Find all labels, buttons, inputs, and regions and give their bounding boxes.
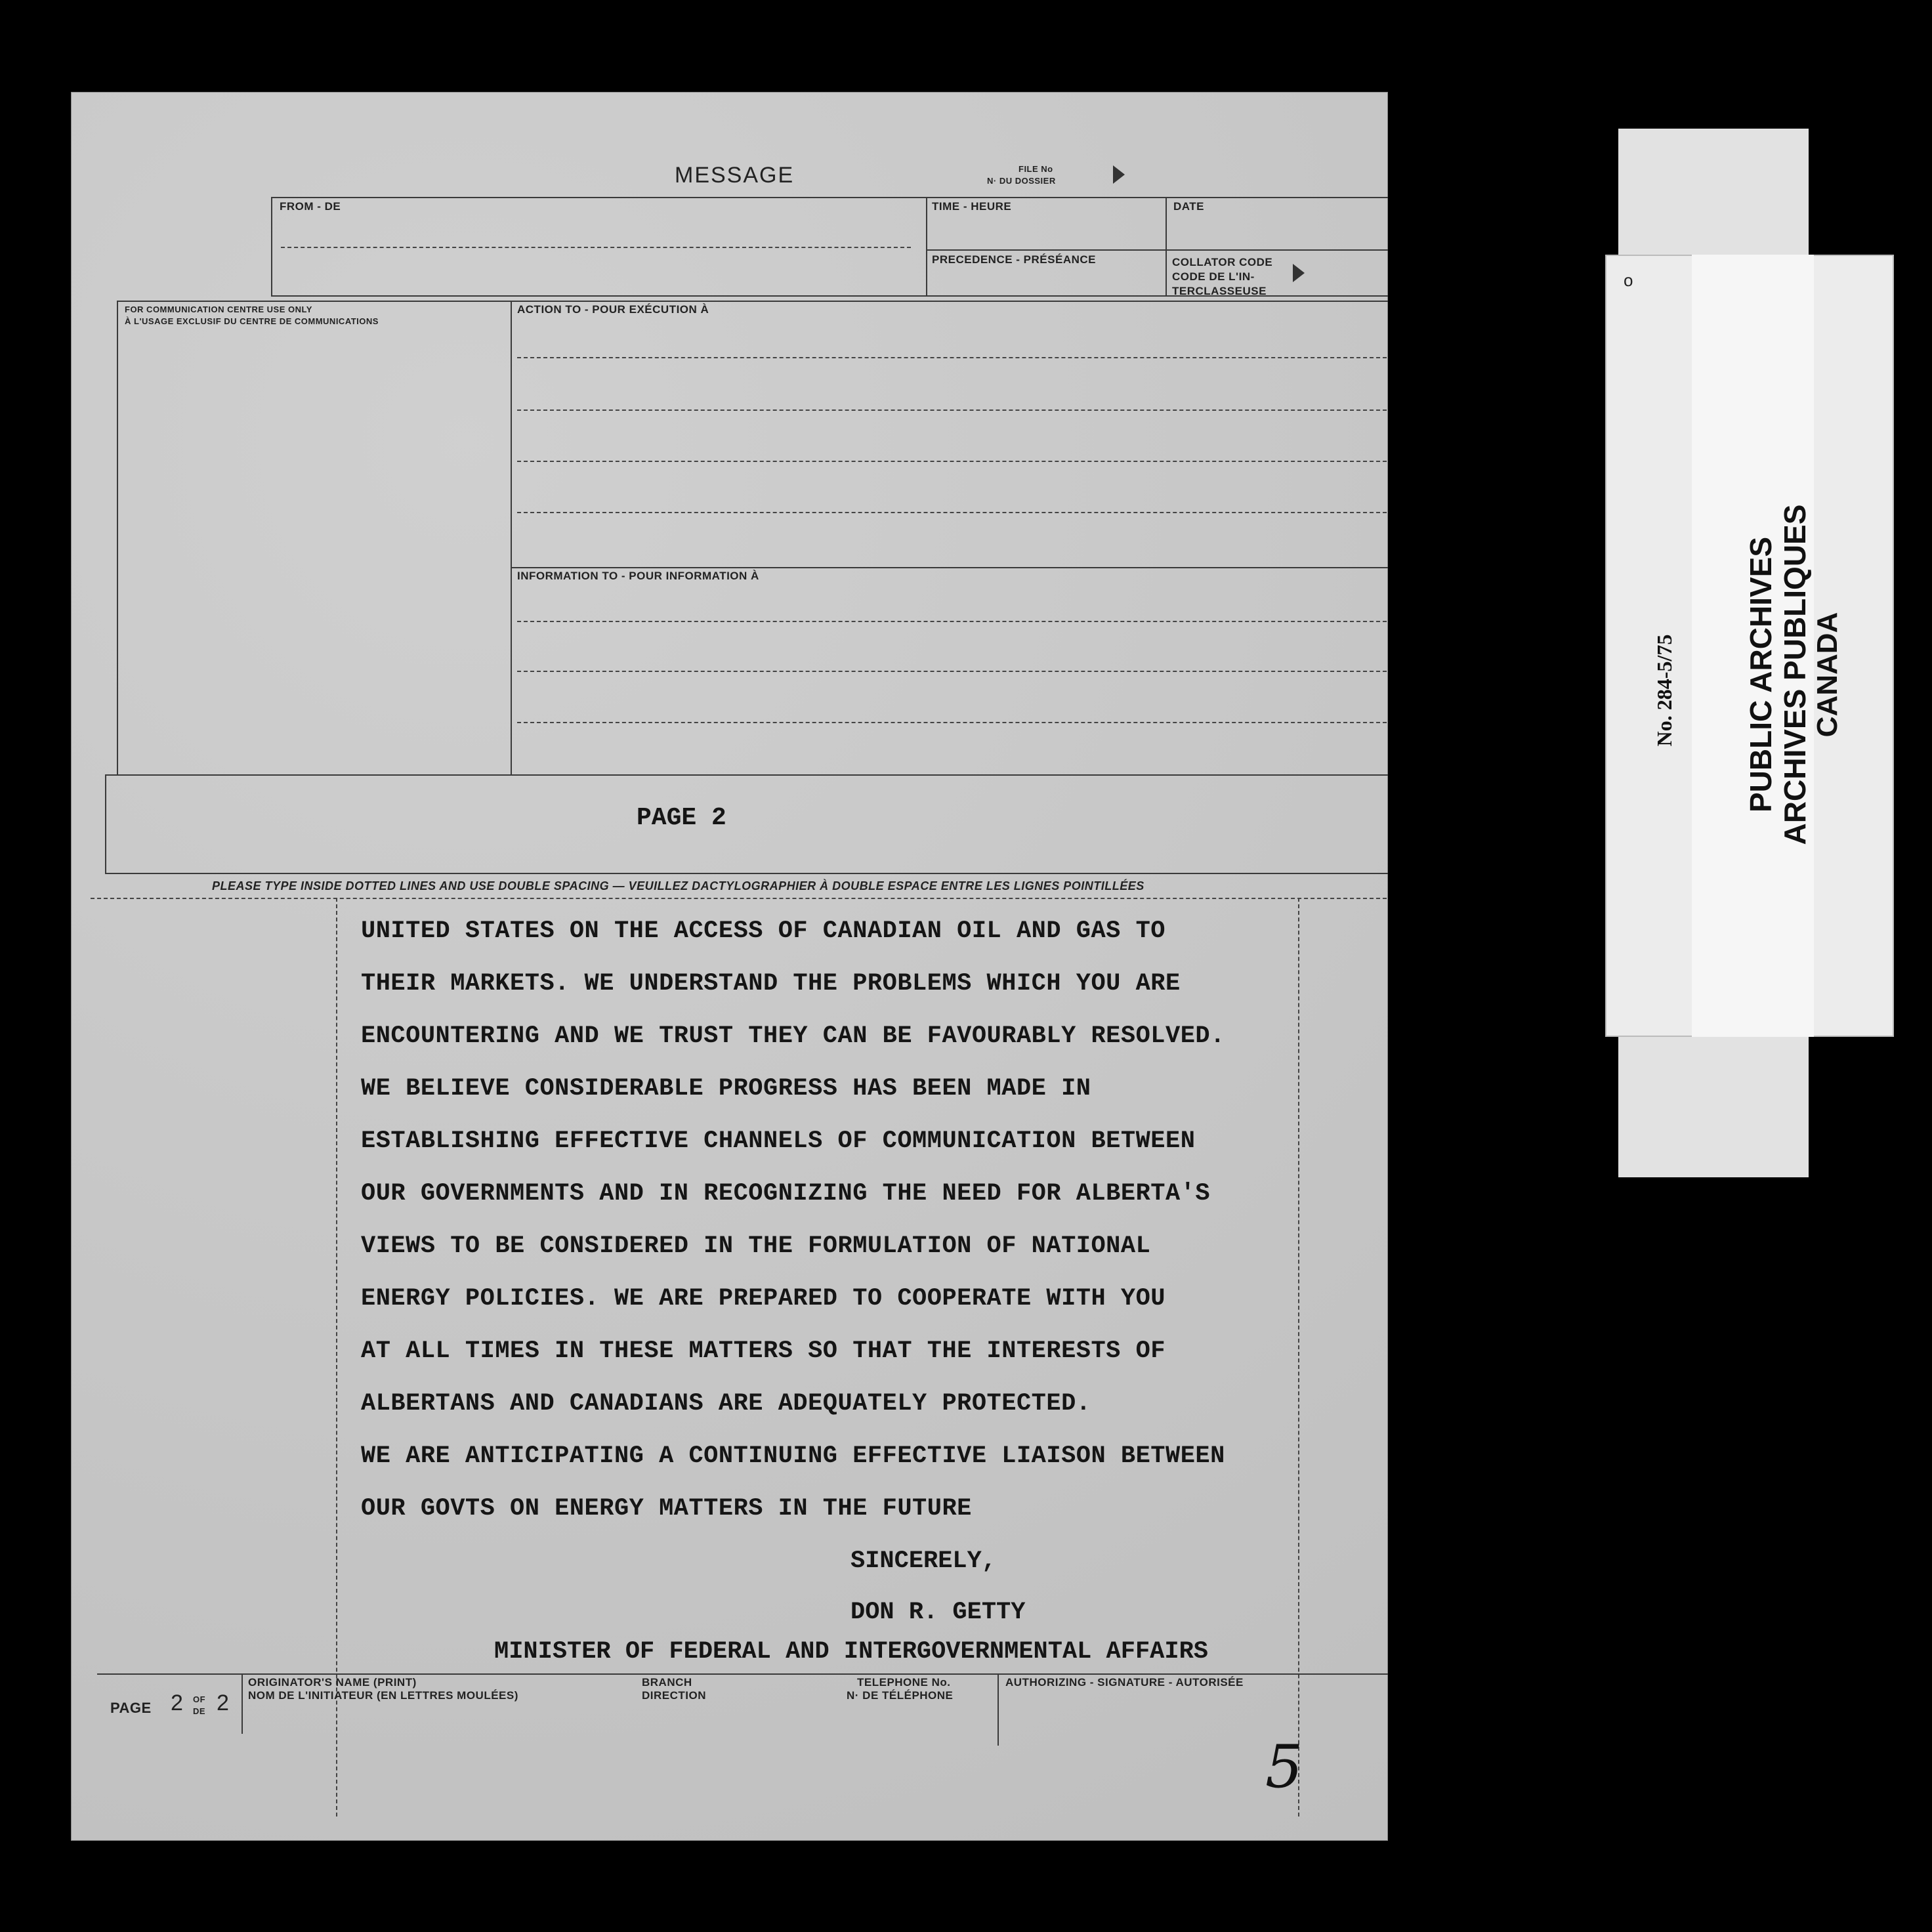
closing: SINCERELY,: [850, 1547, 997, 1575]
archive-label-country: CANADA: [1811, 612, 1843, 738]
comm-centre-label-fr: À L'USAGE EXCLUSIF DU CENTRE DE COMMUNICATIONS: [125, 316, 379, 326]
body-line: THEIR MARKETS. WE UNDERSTAND THE PROBLEMS WHICH YOU ARE: [361, 970, 1181, 998]
footer-page-label: PAGE: [110, 1700, 152, 1716]
file-no-label-fr: N· DU DOSSIER: [987, 176, 1056, 186]
signer-title: MINISTER OF FEDERAL AND INTERGOVERNMENTAL AFFAIRS: [494, 1638, 1208, 1666]
branch-label: BRANCH: [642, 1676, 692, 1689]
date-label: DATE: [1173, 200, 1205, 213]
body-line: OUR GOVERNMENTS AND IN RECOGNIZING THE NEED FOR ALBERTA'S: [361, 1180, 1211, 1208]
branch-label-fr: DIRECTION: [642, 1689, 706, 1702]
action-to-label: ACTION TO - POUR EXÉCUTION À: [517, 303, 709, 316]
body-line: VIEWS TO BE CONSIDERED IN THE FORMULATION OF NATIONAL: [361, 1232, 1151, 1260]
page-box-label: PAGE 2: [637, 804, 726, 832]
footer-page-total: 2: [217, 1690, 230, 1715]
authorizing-signature-label: AUTHORIZING - SIGNATURE - AUTORISÉE: [1005, 1676, 1244, 1689]
time-label: TIME - HEURE: [932, 200, 1012, 213]
archive-label-fr: ARCHIVES PUBLIQUES: [1778, 504, 1812, 845]
telephone-label: TELEPHONE No.: [857, 1676, 951, 1689]
collator-code-label-fr: CODE DE L'IN-: [1172, 270, 1255, 283]
body-line: AT ALL TIMES IN THESE MATTERS SO THAT THE INTERESTS OF: [361, 1337, 1166, 1365]
handwritten-page-number: 5: [1265, 1732, 1303, 1801]
body-line: ALBERTANS AND CANADIANS ARE ADEQUATELY PROTECTED.: [361, 1390, 1091, 1418]
signer-name: DON R. GETTY: [850, 1599, 1026, 1626]
file-no-label: FILE No: [1018, 164, 1053, 174]
footer-de-label: DE: [193, 1706, 206, 1716]
collator-arrow-icon: [1293, 264, 1305, 282]
comm-centre-label: FOR COMMUNICATION CENTRE USE ONLY: [125, 304, 312, 314]
body-line: WE BELIEVE CONSIDERABLE PROGRESS HAS BEEN MADE IN: [361, 1075, 1091, 1102]
message-form: [71, 92, 1388, 1841]
body-line: OUR GOVTS ON ENERGY MATTERS IN THE FUTURE: [361, 1495, 972, 1522]
from-label: FROM - DE: [280, 200, 341, 213]
body-line: ESTABLISHING EFFECTIVE CHANNELS OF COMMUNICATION BETWEEN: [361, 1127, 1196, 1155]
body-line: ENCOUNTERING AND WE TRUST THEY CAN BE FAVOURABLY RESOLVED.: [361, 1022, 1225, 1050]
archive-label-en: PUBLIC ARCHIVES: [1744, 537, 1778, 812]
typing-instructions: PLEASE TYPE INSIDE DOTTED LINES AND USE DOUBLE SPACING — VEUILLEZ DACTYLOGRAPHIER À DOUBLE ESPACE ENTRE LES LIGNES POINTILLÉES: [212, 879, 1144, 892]
file-no-arrow-icon: [1113, 165, 1125, 184]
archive-tab-hole-mark: o: [1624, 270, 1633, 290]
originator-label: ORIGINATOR'S NAME (PRINT): [248, 1676, 417, 1689]
collator-code-label-fr-2: TERCLASSEUSE: [1172, 285, 1267, 297]
originator-label-fr: NOM DE L'INITIATEUR (EN LETTRES MOULÉES): [248, 1689, 518, 1702]
body-line: WE ARE ANTICIPATING A CONTINUING EFFECTIVE LIAISON BETWEEN: [361, 1442, 1225, 1470]
body-line: ENERGY POLICIES. WE ARE PREPARED TO COOPERATE WITH YOU: [361, 1285, 1166, 1312]
telephone-label-fr: N· DE TÉLÉPHONE: [847, 1689, 954, 1702]
form-title: MESSAGE: [675, 163, 795, 188]
body-line: UNITED STATES ON THE ACCESS OF CANADIAN OIL AND GAS TO: [361, 917, 1166, 945]
information-to-label: INFORMATION TO - POUR INFORMATION À: [517, 570, 759, 582]
footer-of-label: OF: [193, 1694, 206, 1704]
precedence-label: PRECEDENCE - PRÉSÉANCE: [932, 253, 1096, 266]
collator-code-label: COLLATOR CODE: [1172, 256, 1273, 268]
footer-page-num: 2: [171, 1690, 184, 1715]
archive-number: No. 284-5/75: [1652, 634, 1676, 747]
